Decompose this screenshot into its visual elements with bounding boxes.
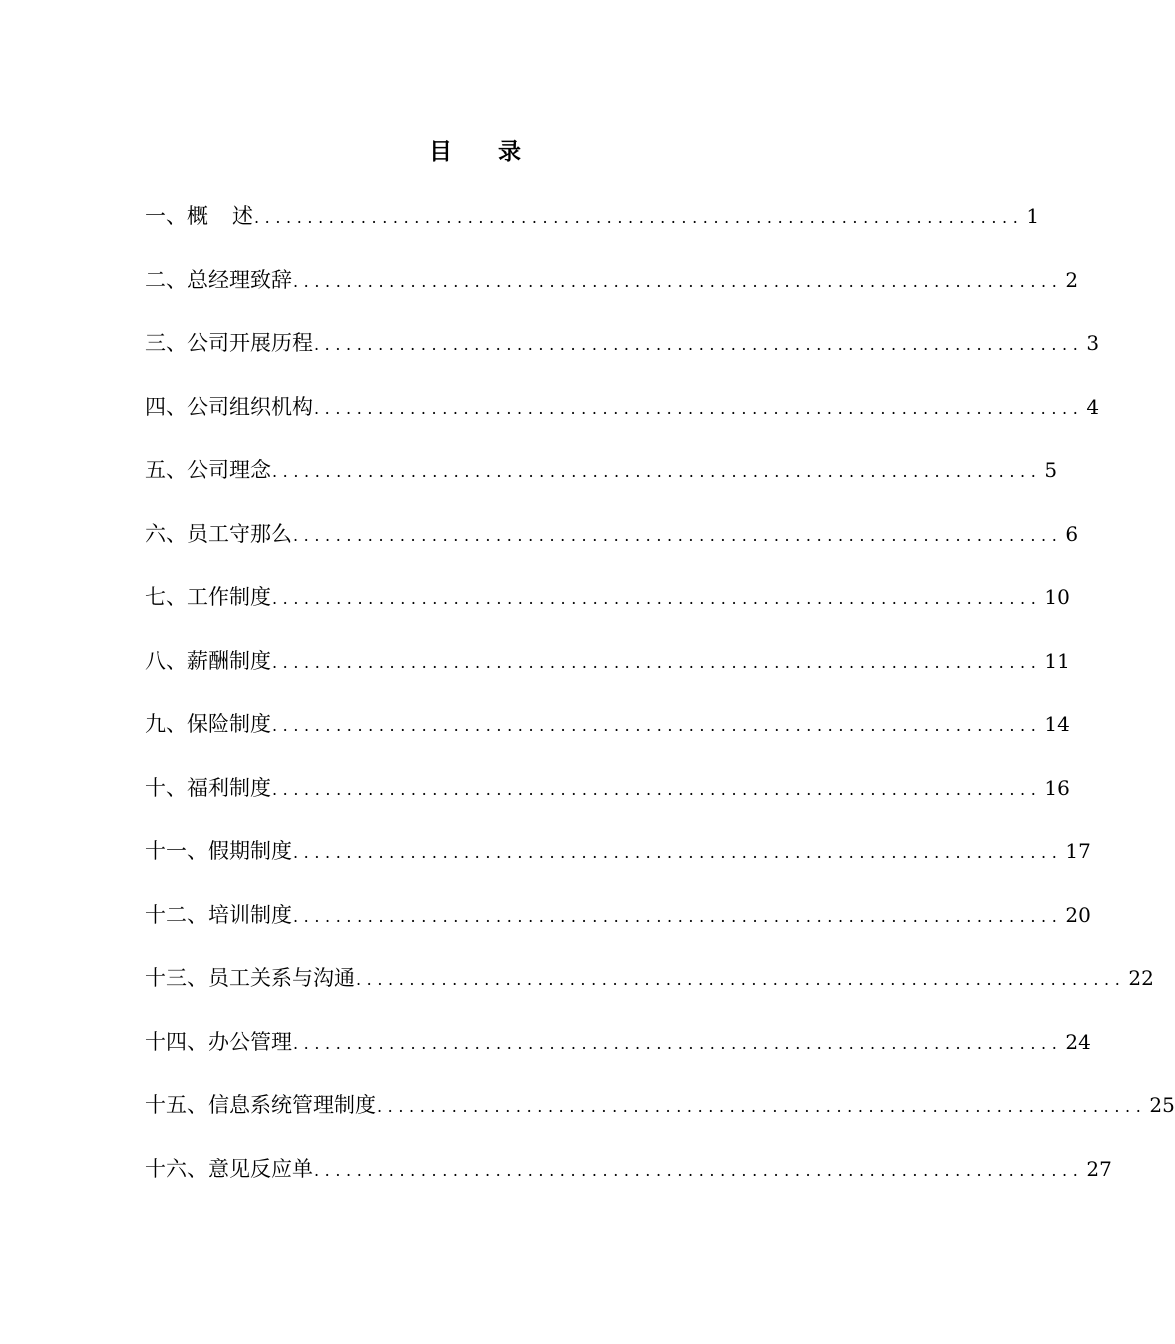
toc-entry-16[interactable]	[145, 1149, 1112, 1213]
toc-entry-title: 工作制度	[187, 585, 271, 609]
toc-entry-number: 四、	[145, 394, 187, 419]
toc-entry-4[interactable]	[145, 387, 1100, 451]
toc-entry-title: 公司组织机构	[187, 394, 313, 419]
dot-leader: ........................................................................	[293, 906, 1063, 926]
toc-entry-6[interactable]	[145, 514, 1079, 578]
toc-entry-1[interactable]	[145, 196, 1040, 260]
dot-leader: ........................................................................	[272, 589, 1042, 608]
toc-entry-number: 七、	[145, 585, 187, 609]
toc-entry-title: 薪酬制度	[187, 648, 271, 673]
dot-leader: ........................................................................	[293, 271, 1063, 291]
toc-entry-title: 保险制度	[187, 712, 271, 736]
toc-entry-number: 十一、	[145, 839, 208, 863]
toc-entry-number: 十二、	[145, 902, 208, 927]
toc-entry-page: 16	[1044, 775, 1070, 800]
toc-entry-label	[145, 895, 292, 935]
toc-entry-page: 1	[1026, 204, 1040, 228]
toc-entry-title: 公司开展历程	[187, 331, 313, 355]
toc-entry-page: 10	[1044, 585, 1070, 609]
toc-entry-title: 公司理念	[187, 458, 271, 482]
toc-entry-label	[145, 450, 271, 490]
toc-entry-label	[145, 1085, 376, 1125]
toc-entry-page: 22	[1128, 966, 1154, 990]
toc-entry-label	[145, 577, 271, 617]
toc-entry-14[interactable]	[145, 1022, 1091, 1086]
toc-entry-number: 一、	[145, 204, 187, 228]
toc-entry-3[interactable]	[145, 323, 1100, 387]
toc-entry-number: 二、	[145, 267, 187, 292]
toc-entry-2[interactable]	[145, 260, 1079, 324]
dot-leader: ........................................................................	[293, 1033, 1063, 1053]
toc-entry-label	[145, 196, 253, 236]
dot-leader: ........................................................................	[314, 398, 1084, 418]
toc-entry-label	[145, 641, 271, 681]
dot-leader: ........................................................................	[377, 1097, 1147, 1116]
toc-entry-label	[145, 768, 271, 808]
dot-leader: ........................................................................	[272, 652, 1042, 672]
toc-entry-13[interactable]	[145, 958, 1154, 1022]
toc-entry-label	[145, 704, 271, 744]
toc-entry-title: 意见反应单	[208, 1156, 313, 1181]
toc-entry-title: 假期制度	[208, 839, 292, 863]
toc-entry-label	[145, 387, 313, 427]
toc-entry-12[interactable]	[145, 895, 1091, 959]
toc-entry-page: 6	[1065, 521, 1079, 546]
toc-entry-9[interactable]	[145, 704, 1070, 768]
toc-entry-5[interactable]	[145, 450, 1058, 514]
toc-entry-label	[145, 1022, 292, 1062]
toc-entry-number: 十六、	[145, 1156, 208, 1181]
toc-entry-7[interactable]	[145, 577, 1070, 641]
dot-leader: ........................................................................	[272, 462, 1042, 481]
toc-entry-page: 5	[1044, 458, 1058, 482]
dot-leader: ........................................................................	[272, 779, 1042, 799]
toc-entry-number: 十、	[145, 775, 187, 800]
toc-entry-page: 17	[1065, 839, 1091, 863]
toc-entry-number: 六、	[145, 521, 187, 546]
toc-entry-number: 十三、	[145, 966, 208, 990]
toc-entry-page: 24	[1065, 1029, 1091, 1054]
toc-entry-page: 4	[1086, 394, 1100, 419]
dot-leader: ........................................................................	[293, 525, 1063, 545]
toc-entry-number: 十五、	[145, 1093, 208, 1117]
toc-entry-page: 20	[1065, 902, 1091, 927]
toc-entry-label	[145, 831, 292, 871]
table-of-contents	[145, 196, 1175, 1212]
dot-leader: ........................................................................	[314, 1160, 1084, 1180]
dot-leader: ........................................................................	[254, 208, 1024, 227]
toc-entry-number: 九、	[145, 712, 187, 736]
toc-entry-page: 14	[1044, 712, 1070, 736]
toc-entry-page: 2	[1065, 267, 1079, 292]
dot-leader: ........................................................................	[293, 843, 1063, 862]
toc-entry-page: 11	[1044, 648, 1070, 673]
toc-entry-title: 培训制度	[208, 902, 292, 927]
dot-leader: ........................................................................	[356, 970, 1126, 989]
page-title-part-2: 录	[498, 138, 521, 165]
page-title	[0, 134, 950, 170]
toc-entry-title: 总经理致辞	[187, 267, 292, 292]
toc-entry-label	[145, 1149, 313, 1189]
toc-entry-title-part-2: 述	[232, 204, 253, 228]
dot-leader: ........................................................................	[272, 716, 1042, 735]
toc-entry-label	[145, 260, 292, 300]
toc-entry-11[interactable]	[145, 831, 1091, 895]
toc-entry-number: 五、	[145, 458, 187, 482]
toc-entry-15[interactable]	[145, 1085, 1175, 1149]
toc-entry-page: 27	[1086, 1156, 1112, 1181]
toc-entry-title: 福利制度	[187, 775, 271, 800]
toc-entry-title: 员工守那么	[187, 521, 292, 546]
toc-entry-10[interactable]	[145, 768, 1070, 832]
toc-entry-number: 十四、	[145, 1029, 208, 1054]
dot-leader: ........................................................................	[314, 335, 1084, 354]
toc-entry-title: 办公管理	[208, 1029, 292, 1054]
toc-entry-number: 八、	[145, 648, 187, 673]
toc-entry-page: 25	[1149, 1093, 1175, 1117]
page-title-part-1: 目	[429, 138, 452, 165]
toc-entry-title: 信息系统管理制度	[208, 1093, 376, 1117]
toc-entry-number: 三、	[145, 331, 187, 355]
toc-entry-label	[145, 514, 292, 554]
toc-entry-label	[145, 323, 313, 363]
toc-entry-title: 员工关系与沟通	[208, 966, 355, 990]
toc-entry-8[interactable]	[145, 641, 1070, 705]
toc-entry-page: 3	[1086, 331, 1100, 355]
toc-entry-title-part-1: 概	[187, 204, 208, 228]
toc-entry-label	[145, 958, 355, 998]
